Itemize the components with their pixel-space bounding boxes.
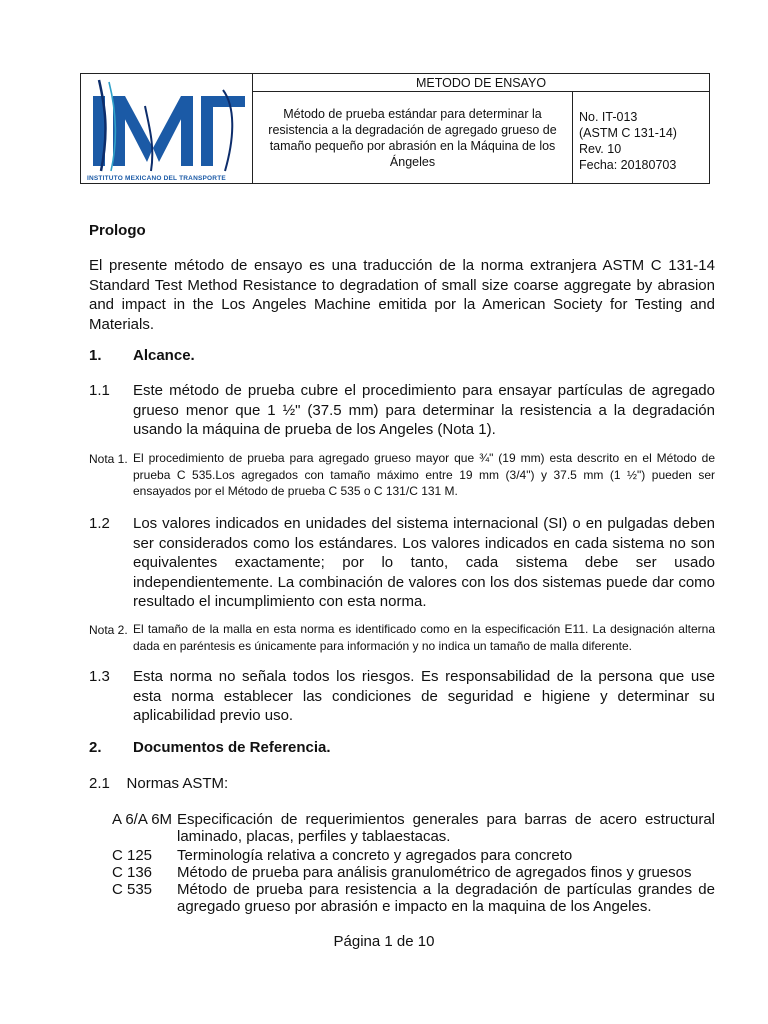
- para-1-1-number: 1.1: [89, 382, 110, 399]
- prologo-text: El presente método de ensayo es una traducción de la norma extranjera ASTM C 131-14 Standard Test Method Resistance to degradation of small size coarse aggregate by abrasion and impact in the Los Angeles Machine emitida por la American Society for Testing and Materials.: [89, 257, 715, 333]
- revision: Rev. 10: [579, 142, 622, 156]
- note-1: El procedimiento de prueba para agregado grueso mayor que ¾" (19 mm) esta descrito en el Método de prueba C 535.Los agregados con tamaño máximo entre 19 mm (3/4") y 37.5 mm (1 ½") pueden ser ensayados por el Método de prueba C 535 o C 131/C 131 M.: [133, 451, 715, 498]
- ref-code: C 136: [112, 864, 153, 881]
- ref-text: Terminología relativa a concreto y agregados para concreto: [177, 847, 573, 864]
- ref-code: C 125: [112, 847, 153, 864]
- page-number: Página 1 de 10: [333, 933, 435, 950]
- document-header: [80, 73, 710, 184]
- note-2-label: Nota 2.: [89, 623, 128, 637]
- para-1-2: Los valores indicados en unidades del sistema internacional (SI) o en pulgadas deben ser considerados como los estándares. Los valores indicados en cada sistema no son equivalentes exactamente; por lo tanto, cada sistema debe ser usado independientemente. La combinación de valores con los dos sistemas puede dar como resultado el incumplimiento con esta norma.: [133, 515, 715, 610]
- imt-logo-icon: [85, 76, 249, 176]
- logo-caption: INSTITUTO MEXICANO DEL TRANSPORTE: [87, 175, 226, 182]
- ref-code: C 535: [112, 881, 153, 898]
- section-1-number: 1.: [89, 347, 102, 364]
- imt-logo: [81, 74, 253, 183]
- ref-code: A 6/A 6M: [112, 811, 173, 828]
- header-meta: [573, 92, 709, 183]
- date: Fecha: 20180703: [579, 158, 677, 172]
- para-1-3-number: 1.3: [89, 668, 110, 685]
- note-2: El tamaño de la malla en esta norma es identificado como en la especificación E11. La designación alterna dada en paréntesis es únicamente para información y no indica un tamaño de malla diferente.: [133, 622, 715, 653]
- para-2-1: 2.1 Normas ASTM:: [89, 775, 229, 792]
- header-description: Método de prueba estándar para determinar la resistencia a la degradación de agregado grueso de tamaño pequeño por abrasión en la Máquina de los Ángeles: [253, 92, 573, 183]
- astm-code: (ASTM C 131-14): [579, 126, 677, 140]
- para-1-1: Este método de prueba cubre el procedimiento para ensayar partículas de agregado grueso menor que 1 ½" (37.5 mm) para determinar la resistencia a la degradación usando la máquina de prueba de los Angeles (Nota 1).: [133, 382, 715, 438]
- section-1-title: Alcance.: [133, 347, 195, 364]
- doc-number: No. IT-013: [579, 110, 638, 124]
- ref-text: Método de prueba para resistencia a la degradación de partículas grandes de agregado grueso por abrasión e impacto en la maquina de los Angeles.: [177, 881, 715, 915]
- ref-text: Método de prueba para análisis granulométrico de agregados finos y gruesos: [177, 864, 692, 881]
- prologo-heading: Prologo: [89, 222, 146, 239]
- header-title: METODO DE ENSAYO: [253, 74, 709, 92]
- section-2-title: Documentos de Referencia.: [133, 739, 331, 756]
- para-1-3: Esta norma no señala todos los riesgos. Es responsabilidad de la persona que use esta norma establecer las condiciones de seguridad e higiene y determinar su aplicabilidad previo uso.: [133, 668, 715, 724]
- section-2-number: 2.: [89, 739, 102, 756]
- para-1-2-number: 1.2: [89, 515, 110, 532]
- ref-text: Especificación de requerimientos generales para barras de acero estructural laminado, placas, perfiles y tablaestacas.: [177, 811, 715, 845]
- note-1-label: Nota 1.: [89, 452, 128, 466]
